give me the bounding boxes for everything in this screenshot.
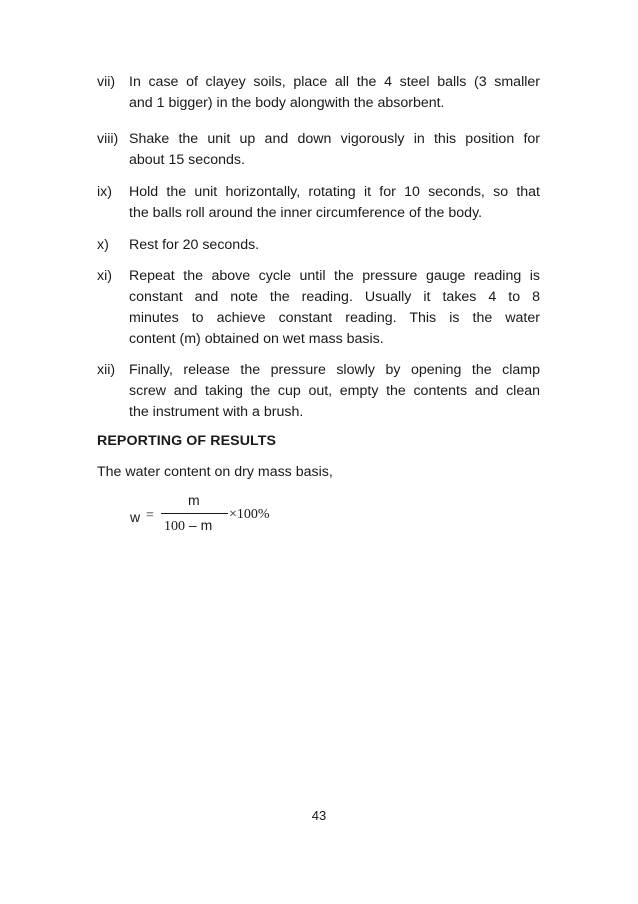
- list-item-xi: [97, 266, 540, 350]
- item-line: and 1 bigger) in the body alongwith the absorbent.: [129, 95, 445, 111]
- formula-numerator: m: [188, 492, 200, 508]
- item-text: [129, 266, 540, 350]
- item-line: In case of clayey soils, place all the 4 steel balls (3 smaller: [129, 74, 540, 90]
- item-line: Rest for 20 seconds.: [129, 237, 260, 253]
- item-text: [129, 235, 540, 256]
- item-line: Repeat the above cycle until the pressure gauge reading is: [129, 268, 540, 284]
- section-heading: REPORTING OF RESULTS: [97, 433, 277, 449]
- item-number: viii): [97, 131, 119, 147]
- item-text: [129, 129, 540, 171]
- item-line: Finally, release the pressure slowly by opening the clamp: [129, 362, 540, 378]
- list-item-xii: [97, 360, 540, 423]
- item-line: Shake the unit up and down vigorously in this position for: [129, 131, 540, 147]
- formula-denominator: [164, 517, 212, 535]
- item-line: about 15 seconds.: [129, 152, 245, 168]
- item-number: vii): [97, 74, 116, 90]
- list-item-x: [97, 235, 540, 256]
- list-item-vii: [97, 72, 540, 114]
- page-number: 43: [311, 808, 327, 823]
- item-number: xii): [97, 362, 116, 378]
- item-line: screw and taking the cup out, empty the contents and clean: [129, 383, 540, 399]
- item-line: content (m) obtained on wet mass basis.: [129, 331, 384, 347]
- item-line: the instrument with a brush.: [129, 404, 304, 420]
- list-item-ix: [97, 182, 540, 224]
- item-line: the balls roll around the inner circumference of the body.: [129, 205, 483, 221]
- formula-lhs: w: [130, 509, 141, 525]
- denominator-rest: – m: [185, 517, 213, 533]
- item-number: ix): [97, 184, 112, 200]
- item-text: [129, 72, 540, 114]
- formula-multiplier: ×100%: [229, 507, 270, 522]
- item-text: [129, 182, 540, 224]
- item-line: constant and note the reading. Usually it takes 4 to 8: [129, 289, 540, 305]
- formula-equals: =: [146, 508, 154, 523]
- item-line: minutes to achieve constant reading. This is the water: [129, 310, 540, 326]
- item-number: x): [97, 237, 109, 253]
- denominator-number: 100: [164, 519, 185, 534]
- fraction-bar: [161, 513, 228, 514]
- item-text: [129, 360, 540, 423]
- water-content-formula: [130, 492, 290, 540]
- item-number: xi): [97, 268, 112, 284]
- body-paragraph: The water content on dry mass basis,: [97, 464, 333, 480]
- list-item-viii: [97, 129, 540, 171]
- item-line: Hold the unit horizontally, rotating it for 10 seconds, so that: [129, 184, 540, 200]
